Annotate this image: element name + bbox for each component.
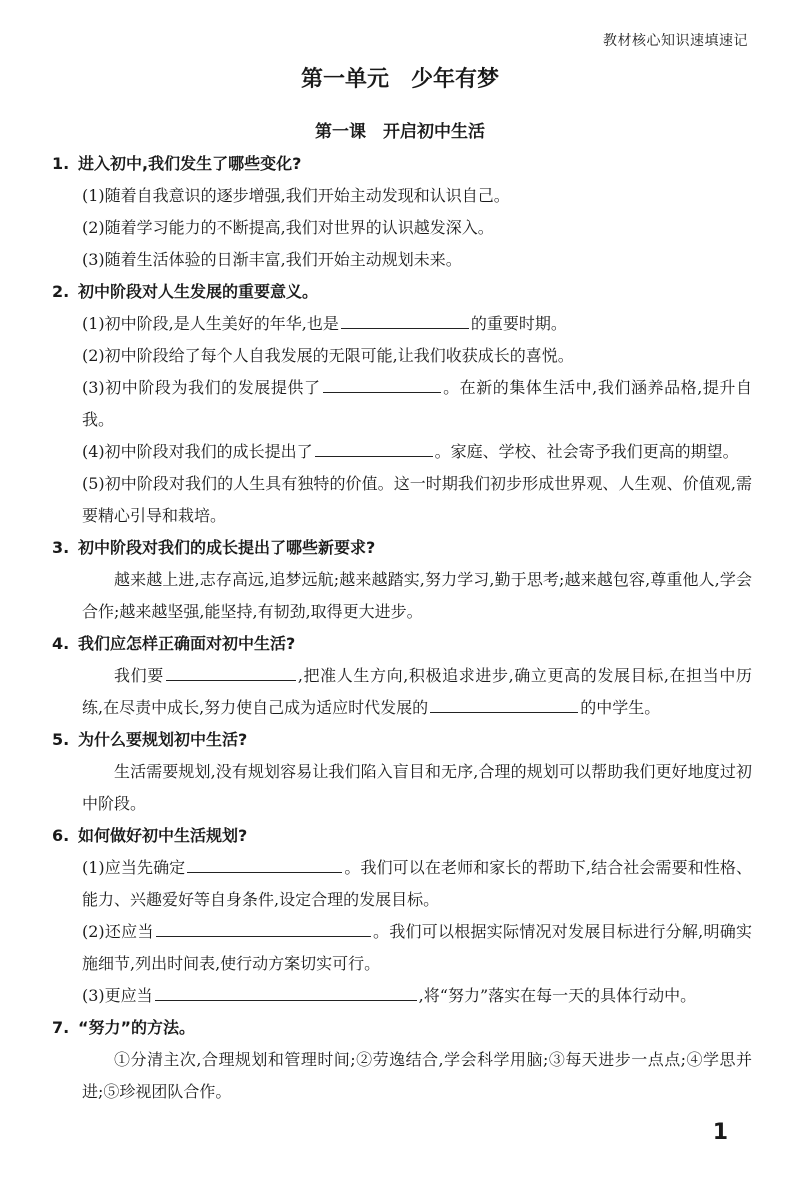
- text-segment: 的重要时期。: [470, 314, 567, 333]
- question-number: 7.: [52, 1018, 70, 1037]
- q6-item-3: [52, 980, 752, 1012]
- text-segment: 。在新的集体生活中,我们涵养品格,提升自我。: [82, 378, 752, 429]
- unit-title: 第一单元 少年有梦: [300, 67, 499, 92]
- fill-in-blank[interactable]: [315, 436, 433, 457]
- question-text: 初中阶段对人生发展的重要意义。: [78, 282, 319, 301]
- fill-in-blank[interactable]: [155, 980, 417, 1001]
- question-2-title: [52, 276, 752, 308]
- text-segment: ,把准人生方向,积极追求进步,确立更高的发展目标,在担当中历练,在尽责中成长,努力使自己成为适应时代发展的: [82, 666, 752, 717]
- question-1-title: [52, 148, 752, 180]
- question-7-title: [52, 1012, 752, 1044]
- text-segment: 。家庭、学校、社会寄予我们更高的期望。: [434, 442, 739, 461]
- q2-item-5: (5)初中阶段对我们的人生具有独特的价值。这一时期我们初步形成世界观、人生观、价值观,需要精心引导和栽培。: [82, 474, 752, 525]
- text-segment: (1)应当先确定: [82, 858, 186, 877]
- text-segment: 我们要: [114, 666, 164, 685]
- page-number: 1: [712, 1120, 728, 1145]
- q6-item-2: [52, 916, 752, 980]
- question-5-title: [52, 724, 752, 756]
- fill-in-blank[interactable]: [187, 852, 342, 873]
- q1-item-1: (1)随着自我意识的逐步增强,我们开始主动发现和认识自己。: [82, 186, 510, 205]
- question-number: 4.: [52, 634, 70, 653]
- question-3-title: [52, 532, 752, 564]
- text-segment: (4)初中阶段对我们的成长提出了: [82, 442, 313, 461]
- q5-answer: 生活需要规划,没有规划容易让我们陷入盲目和无序,合理的规划可以帮助我们更好地度过初中阶段。: [82, 762, 752, 813]
- text-segment: 。我们可以在老师和家长的帮助下,结合社会需要和性格、能力、兴趣爱好等自身条件,设定合理的发展目标。: [82, 858, 752, 909]
- q2-item-2: (2)初中阶段给了每个人自我发展的无限可能,让我们收获成长的喜悦。: [82, 346, 574, 365]
- question-number: 1.: [52, 154, 70, 173]
- text-segment: (3)初中阶段为我们的发展提供了: [82, 378, 321, 397]
- q3-answer: 越来越上进,志存高远,追梦远航;越来越踏实,努力学习,勤于思考;越来越包容,尊重他人,学会合作;越来越坚强,能坚持,有韧劲,取得更大进步。: [82, 570, 752, 621]
- question-text: 如何做好初中生活规划?: [78, 826, 248, 845]
- question-number: 6.: [52, 826, 70, 845]
- fill-in-blank[interactable]: [430, 692, 578, 713]
- fill-in-blank[interactable]: [323, 372, 441, 393]
- text-segment: 。我们可以根据实际情况对发展目标进行分解,明确实施细节,列出时间表,使行动方案切实可行。: [82, 922, 752, 973]
- q1-item-3: (3)随着生活体验的日渐丰富,我们开始主动规划未来。: [82, 250, 462, 269]
- text-segment: (1)初中阶段,是人生美好的年华,也是: [82, 314, 339, 333]
- fill-in-blank[interactable]: [166, 660, 296, 681]
- q1-item-2: (2)随着学习能力的不断提高,我们对世界的认识越发深入。: [82, 218, 494, 237]
- question-6-title: [52, 820, 752, 852]
- content-body: [52, 148, 752, 1108]
- question-text: 我们应怎样正确面对初中生活?: [78, 634, 296, 653]
- question-4-title: [52, 628, 752, 660]
- question-text: 为什么要规划初中生活?: [78, 730, 248, 749]
- q4-answer: [52, 660, 752, 724]
- header-note: 教材核心知识速填速记: [603, 33, 748, 49]
- question-text: 进入初中,我们发生了哪些变化?: [78, 154, 302, 173]
- q2-item-4: [52, 436, 752, 468]
- q2-item-3: [52, 372, 752, 436]
- question-text: 初中阶段对我们的成长提出了哪些新要求?: [78, 538, 376, 557]
- q6-item-1: [52, 852, 752, 916]
- q7-answer: ①分清主次,合理规划和管理时间;②劳逸结合,学会科学用脑;③每天进步一点点;④学思并进;⑤珍视团队合作。: [82, 1050, 752, 1101]
- q2-item-1: [52, 308, 752, 340]
- text-segment: (3)更应当: [82, 986, 153, 1005]
- fill-in-blank[interactable]: [156, 916, 371, 937]
- fill-in-blank[interactable]: [341, 308, 469, 329]
- text-segment: ,将“努力”落实在每一天的具体行动中。: [418, 986, 697, 1005]
- question-number: 5.: [52, 730, 70, 749]
- lesson-title: 第一课 开启初中生活: [315, 122, 485, 142]
- question-text: “努力”的方法。: [78, 1018, 196, 1037]
- question-number: 2.: [52, 282, 70, 301]
- text-segment: (2)还应当: [82, 922, 154, 941]
- question-number: 3.: [52, 538, 70, 557]
- text-segment: 的中学生。: [580, 698, 661, 717]
